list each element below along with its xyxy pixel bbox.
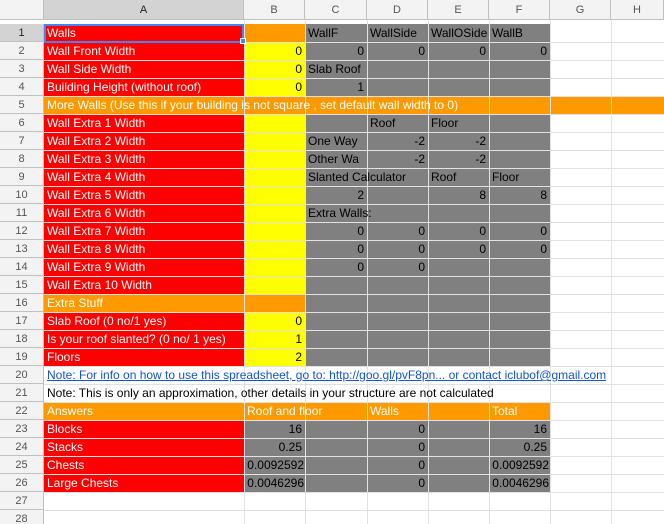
column-header-c[interactable]: C xyxy=(305,0,367,20)
cell-c14[interactable]: 0 xyxy=(357,260,364,274)
cell-f9[interactable]: Floor xyxy=(492,170,520,184)
row-header-23[interactable]: 23 xyxy=(0,420,44,438)
cell-f12[interactable]: 0 xyxy=(540,224,547,238)
row-header-1[interactable]: 1 xyxy=(0,24,44,42)
row-header-22[interactable]: 22 xyxy=(0,402,44,420)
cell-c2[interactable]: 0 xyxy=(357,44,364,58)
cell-d6[interactable]: Roof xyxy=(370,116,396,130)
cell-c10[interactable]: 2 xyxy=(357,188,364,202)
cell-f23[interactable]: 16 xyxy=(533,422,547,436)
row-header-26[interactable]: 26 xyxy=(0,474,44,492)
cell-d26[interactable]: 0 xyxy=(418,476,425,490)
row-header-3[interactable]: 3 xyxy=(0,60,44,78)
cell-f13[interactable]: 0 xyxy=(540,242,547,256)
cell-f25[interactable]: 0.0092592 xyxy=(492,458,549,472)
cell-a1-walls-header[interactable]: Walls xyxy=(47,26,76,40)
gridline xyxy=(44,510,664,511)
row-header-6[interactable]: 6 xyxy=(0,114,44,132)
row-header-4[interactable]: 4 xyxy=(0,78,44,96)
cell-a7[interactable]: Wall Extra 2 Width xyxy=(47,134,146,148)
row-header-19[interactable]: 19 xyxy=(0,348,44,366)
cell-b24[interactable]: 0.25 xyxy=(278,440,302,454)
cell-e6[interactable]: Floor xyxy=(431,116,459,130)
row-header-16[interactable]: 16 xyxy=(0,294,44,312)
row-header-25[interactable]: 25 xyxy=(0,456,44,474)
cell-a11[interactable]: Wall Extra 6 Width xyxy=(47,206,146,220)
cell-b4[interactable]: 0 xyxy=(295,80,302,94)
row-header-8[interactable]: 8 xyxy=(0,150,44,168)
cell-c3[interactable]: Slab Roof xyxy=(308,62,361,76)
cell-e1[interactable]: WallOSide xyxy=(431,26,488,40)
column-header-g[interactable]: G xyxy=(550,0,611,20)
cell-a3[interactable]: Wall Side Width xyxy=(47,62,132,76)
cell-c22-walls[interactable]: Walls xyxy=(370,404,399,418)
row-header-11[interactable]: 11 xyxy=(0,204,44,222)
cell-a5-more-walls-header[interactable]: More Walls (Use this if your building is not square , set default wall width to 0) xyxy=(47,98,459,112)
row-header-2[interactable]: 2 xyxy=(0,42,44,60)
cell-b26[interactable]: 0.0046296 xyxy=(247,476,304,490)
row-header-17[interactable]: 17 xyxy=(0,312,44,330)
row-header-28[interactable]: 28 xyxy=(0,510,44,524)
cell-e9[interactable]: Roof xyxy=(431,170,457,184)
cell-d2[interactable]: 0 xyxy=(418,44,425,58)
row-header-10[interactable]: 10 xyxy=(0,186,44,204)
cell-d24[interactable]: 0 xyxy=(418,440,425,454)
info-link-note[interactable]: Note: For info on how to use this spreadsheet, go to: http://goo.gl/pvF8pn... or contact iclubof@gmail.com xyxy=(47,368,607,382)
cell-d1[interactable]: WallSide xyxy=(370,26,417,40)
cell-a25[interactable]: Chests xyxy=(47,458,85,472)
cell-f10[interactable]: 8 xyxy=(540,188,547,202)
cell-a15[interactable]: Wall Extra 10 Width xyxy=(47,278,152,292)
cell-a22-answers-header[interactable]: Answers xyxy=(47,404,94,418)
cell-f2[interactable]: 0 xyxy=(540,44,547,58)
cell-a6[interactable]: Wall Extra 1 Width xyxy=(47,116,146,130)
cell-d14[interactable]: 0 xyxy=(418,260,425,274)
column-header-e[interactable]: E xyxy=(428,0,489,20)
cell-e7[interactable]: -2 xyxy=(475,134,486,148)
cell-e13[interactable]: 0 xyxy=(479,242,486,256)
cell-e8[interactable]: -2 xyxy=(475,152,486,166)
cell-a4[interactable]: Building Height (without roof) xyxy=(47,80,202,94)
cell-b23[interactable]: 16 xyxy=(288,422,302,436)
cell-c8[interactable]: Other Wa xyxy=(308,152,359,166)
row-header-7[interactable]: 7 xyxy=(0,132,44,150)
row-header-27[interactable]: 27 xyxy=(0,492,44,510)
cell-a14[interactable]: Wall Extra 9 Width xyxy=(47,260,146,274)
column-header-a[interactable]: A xyxy=(44,0,244,20)
cell-d13[interactable]: 0 xyxy=(418,242,425,256)
cell-d23[interactable]: 0 xyxy=(418,422,425,436)
cell-f26[interactable]: 0.0046296 xyxy=(492,476,549,490)
row-header-14[interactable]: 14 xyxy=(0,258,44,276)
cell-f24[interactable]: 0.25 xyxy=(523,440,547,454)
cell-a24[interactable]: Stacks xyxy=(47,440,84,454)
gridline xyxy=(44,492,664,493)
cell-a17[interactable]: Slab Roof (0 no/1 yes) xyxy=(47,314,167,328)
walls-header-bg xyxy=(244,24,305,42)
cell-d12[interactable]: 0 xyxy=(418,224,425,238)
cell-d8[interactable]: -2 xyxy=(414,152,425,166)
cell-d25[interactable]: 0 xyxy=(418,458,425,472)
cell-a23[interactable]: Blocks xyxy=(47,422,83,436)
cell-a12[interactable]: Wall Extra 7 Width xyxy=(47,224,146,238)
row-header-9[interactable]: 9 xyxy=(0,168,44,186)
row-header-5[interactable]: 5 xyxy=(0,96,44,114)
row-header-20[interactable]: 20 xyxy=(0,366,44,384)
row-header-21[interactable]: 21 xyxy=(0,384,44,402)
cell-a8[interactable]: Wall Extra 3 Width xyxy=(47,152,146,166)
cell-a19[interactable]: Floors xyxy=(47,350,81,364)
cell-b19[interactable]: 2 xyxy=(295,350,302,364)
cell-e22-total[interactable]: Total xyxy=(492,404,518,418)
column-header-d[interactable]: D xyxy=(367,0,428,20)
cell-e10[interactable]: 8 xyxy=(479,188,486,202)
column-header-b[interactable]: B xyxy=(244,0,305,20)
cell-a2[interactable]: Wall Front Width xyxy=(47,44,136,58)
row-header-13[interactable]: 13 xyxy=(0,240,44,258)
cell-c9[interactable]: Slanted Calculator xyxy=(308,170,407,184)
cell-b3[interactable]: 0 xyxy=(295,62,302,76)
cell-a9[interactable]: Wall Extra 4 Width xyxy=(47,170,146,184)
cell-b2[interactable]: 0 xyxy=(295,44,302,58)
cell-b25[interactable]: 0.0092592 xyxy=(247,458,304,472)
cell-a26[interactable]: Large Chests xyxy=(47,476,119,490)
cell-a10[interactable]: Wall Extra 5 Width xyxy=(47,188,146,202)
row-header-15[interactable]: 15 xyxy=(0,276,44,294)
cell-a16-extra-stuff-header[interactable]: Extra Stuff xyxy=(47,296,103,310)
cell-c1[interactable]: WallF xyxy=(308,26,339,40)
cell-e2[interactable]: 0 xyxy=(479,44,486,58)
cell-c4[interactable]: 1 xyxy=(357,80,364,94)
column-header-h[interactable]: H xyxy=(611,0,664,20)
cell-c13[interactable]: 0 xyxy=(357,242,364,256)
cell-b18[interactable]: 1 xyxy=(295,332,302,346)
cell-b22-roof-and-floor[interactable]: Roof and floor xyxy=(247,404,323,418)
cell-c11[interactable]: Extra Walls: xyxy=(308,206,372,220)
row-header-18[interactable]: 18 xyxy=(0,330,44,348)
cell-c12[interactable]: 0 xyxy=(357,224,364,238)
row-header-12[interactable]: 12 xyxy=(0,222,44,240)
select-all-corner[interactable] xyxy=(0,0,44,20)
cell-b17[interactable]: 0 xyxy=(295,314,302,328)
cell-c7[interactable]: One Way xyxy=(308,134,358,148)
approximation-note[interactable]: Note: This is only an approximation, other details in your structure are not calculated xyxy=(47,386,494,400)
fill-handle[interactable] xyxy=(240,38,246,44)
cell-f1[interactable]: WallB xyxy=(492,26,523,40)
cell-d7[interactable]: -2 xyxy=(414,134,425,148)
column-header-f[interactable]: F xyxy=(489,0,550,20)
cell-e12[interactable]: 0 xyxy=(479,224,486,238)
row-header-24[interactable]: 24 xyxy=(0,438,44,456)
cell-a18[interactable]: Is your roof slanted? (0 no/ 1 yes) xyxy=(47,332,226,346)
cell-a13[interactable]: Wall Extra 8 Width xyxy=(47,242,146,256)
